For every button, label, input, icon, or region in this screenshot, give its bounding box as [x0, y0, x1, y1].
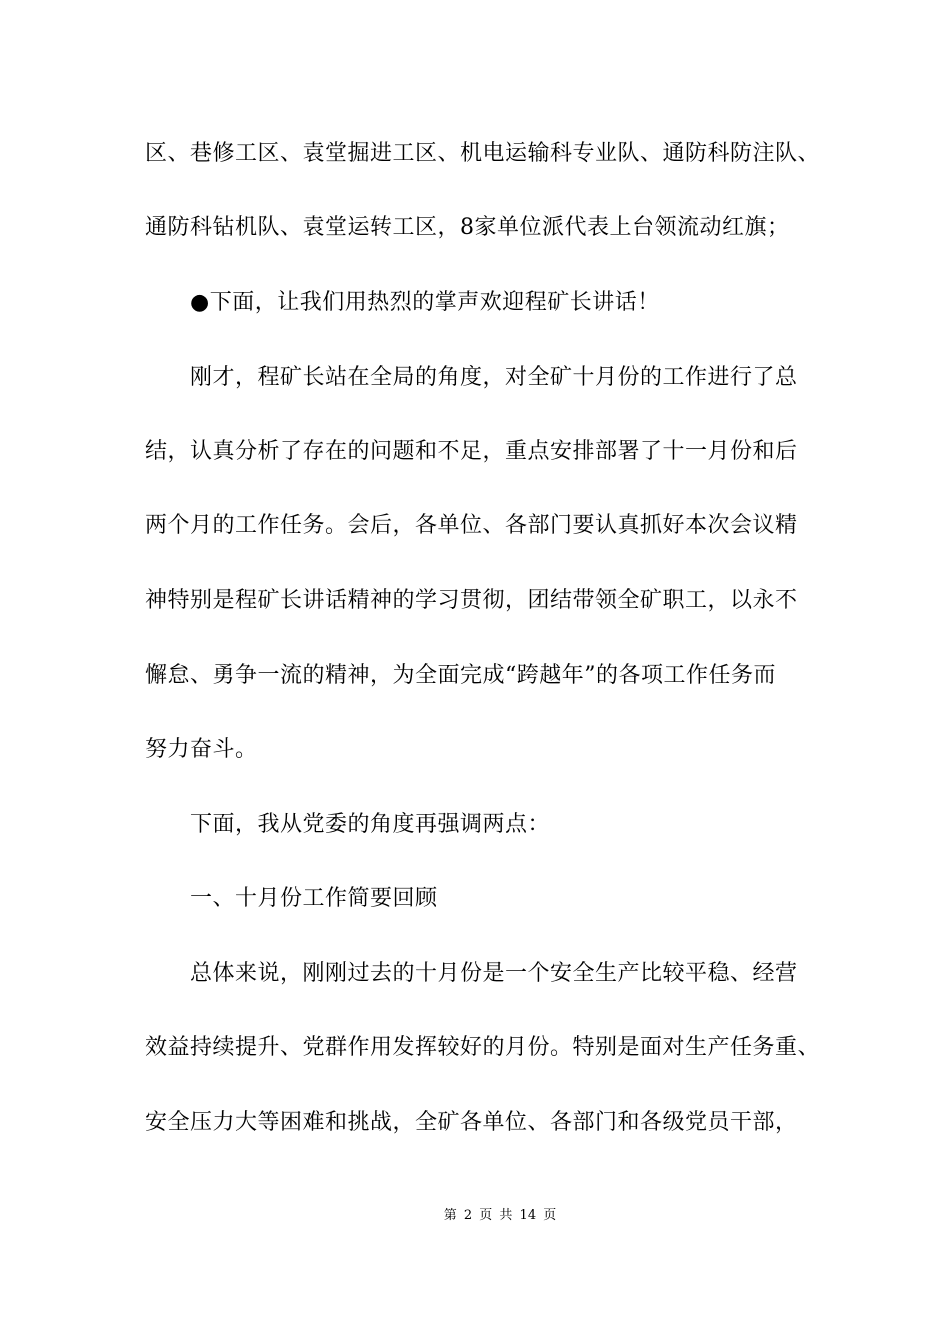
text-line-2: 通防科钻机队、袁堂运转工区，8家单位派代表上台领流动红旗；	[145, 215, 790, 240]
paragraph-2-line-1: 下面，我从党委的角度再强调两点：	[190, 812, 551, 837]
paragraph-1-line-6: 努力奋斗。	[145, 737, 258, 762]
paragraph-1-line-1: 刚才，程矿长站在全局的角度，对全矿十月份的工作进行了总	[190, 365, 798, 390]
paragraph-3-line-3: 安全压力大等困难和挑战，全矿各单位、各部门和各级党员干部，	[145, 1110, 798, 1135]
paragraph-3-line-2: 效益持续提升、党群作用发挥较好的月份。特别是面对生产任务重、	[145, 1035, 821, 1060]
page-number-footer: 第 2 页 共 14 页	[443, 1208, 557, 1223]
paragraph-1-line-5: 懈怠、勇争一流的精神，为全面完成“跨越年”的各项工作任务而	[145, 663, 776, 688]
text-line-1: 区、巷修工区、袁堂掘进工区、机电运输科专业队、通防科防注队、	[145, 141, 821, 166]
paragraph-3-line-1: 总体来说，刚刚过去的十月份是一个安全生产比较平稳、经营	[190, 961, 798, 986]
bullet-line: ●下面，让我们用热烈的掌声欢迎程矿长讲话！	[190, 290, 660, 315]
paragraph-1-line-2: 结，认真分析了存在的问题和不足，重点安排部署了十一月份和后	[145, 439, 798, 464]
paragraph-1-line-3: 两个月的工作任务。会后，各单位、各部门要认真抓好本次会议精	[145, 513, 798, 538]
section-heading: 一、十月份工作简要回顾	[190, 886, 438, 911]
paragraph-1-line-4: 神特别是程矿长讲话精神的学习贯彻，团结带领全矿职工，以永不	[145, 588, 798, 613]
